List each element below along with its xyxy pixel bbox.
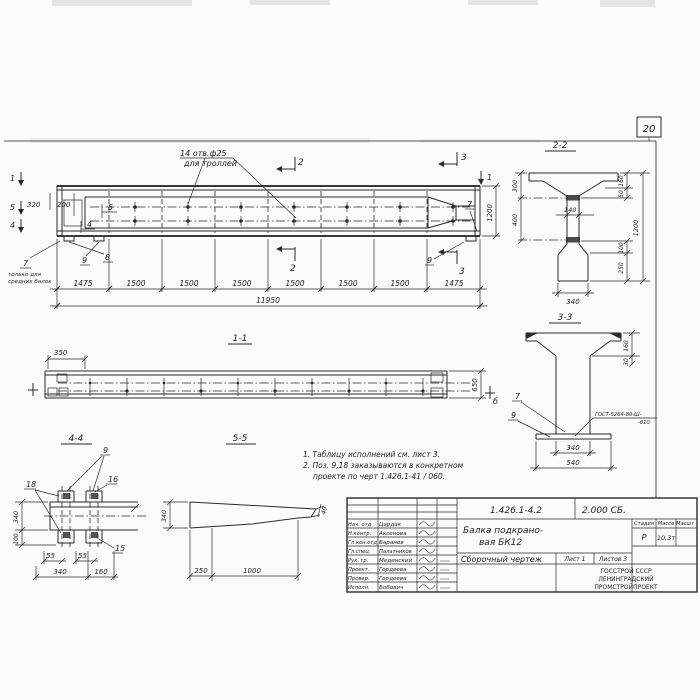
dim-340-s55: 340 xyxy=(160,509,168,523)
staff-name-3: Палатников xyxy=(379,549,412,555)
drawing-title-line1: Балка подкрано- xyxy=(463,526,544,536)
cut-label-3-bottom: 3 xyxy=(459,267,465,277)
main-dim-chain xyxy=(50,239,487,309)
dim-300: 300 xyxy=(511,179,519,193)
scale-label: Масшт. xyxy=(676,521,696,527)
section-4-4-title: 4-4 xyxy=(68,434,84,444)
staff-name-2: Баранов xyxy=(379,540,404,546)
staff-table xyxy=(348,522,450,591)
dim-55a: 55 xyxy=(46,552,55,560)
pos-9: 9 xyxy=(82,256,88,265)
pos-18-s44: 18 xyxy=(26,480,37,489)
cut-mark-4-left: 4 xyxy=(10,221,16,230)
staff-role-3: Гл.спец. xyxy=(348,549,371,555)
section-2-2-dims xyxy=(511,170,650,306)
dim-320: 320 xyxy=(27,201,41,209)
pos-9-s33: 9 xyxy=(511,411,517,420)
dim-1200-s22: 1200 xyxy=(632,219,640,237)
title-block xyxy=(347,498,697,592)
seg-1: 1475 xyxy=(73,279,93,288)
note-middle-beams-1: только для xyxy=(8,272,41,278)
left-end-dims xyxy=(27,193,117,233)
staff-name-1: Аксенова xyxy=(379,531,407,537)
staff-name-7: Бобович xyxy=(379,585,404,591)
pos-9-s44: 9 xyxy=(103,446,109,455)
seg-3: 1500 xyxy=(179,279,199,288)
dim-total-11950: 11950 xyxy=(256,296,280,305)
dim-350: 350 xyxy=(54,349,68,357)
section-5-5-linework xyxy=(190,502,316,528)
date-marks xyxy=(440,561,450,588)
stage-label: Стадия xyxy=(634,521,654,527)
sheet-count-cells xyxy=(564,556,628,563)
note-line-1: 1. Таблицу исполнений см. лист 3. xyxy=(303,450,441,459)
dim-55b: 55 xyxy=(78,552,87,560)
cut-marks-left xyxy=(10,172,24,233)
weld-note-line1: ГОСТ-5264-80-Ш- xyxy=(595,412,642,418)
staff-role-1: Н.контр. xyxy=(348,531,372,537)
dim-250: 250 xyxy=(618,262,625,274)
dim-400: 400 xyxy=(511,213,519,227)
section-4-4-labels xyxy=(24,446,125,553)
section-1-1 xyxy=(28,334,498,406)
dim-340-s22: 340 xyxy=(566,298,580,306)
page-number: 20 xyxy=(642,124,656,135)
mass-label: Масса xyxy=(657,521,675,527)
dim-50: 50 xyxy=(618,190,625,198)
staff-role-4: Рук. гр. xyxy=(348,558,369,564)
pos-8: 8 xyxy=(105,253,111,262)
beam-linework xyxy=(57,186,480,241)
doc-number-row xyxy=(490,506,626,516)
pos-15-s44: 15 xyxy=(115,544,126,553)
drawing-title-line2: вая БК12 xyxy=(479,538,523,548)
cut-label-3-top: 3 xyxy=(461,153,467,163)
staff-role-7: Исполн. xyxy=(348,585,370,591)
cut-label-2-bottom: 2 xyxy=(290,264,296,274)
drawing-title-cell xyxy=(461,526,543,564)
dim-1200-right xyxy=(482,183,500,239)
scan-artifacts xyxy=(30,0,655,143)
seg-7: 1500 xyxy=(390,279,410,288)
hole-note-line1: 14 отв.ф25 xyxy=(180,149,227,158)
org-line-2: ЛЕНИНГРАДСКИЙ xyxy=(598,576,654,583)
pos-16-s44: 16 xyxy=(108,475,119,484)
seg-6: 1500 xyxy=(338,279,358,288)
dim-140: 140 xyxy=(564,206,577,214)
seg-2: 1500 xyxy=(126,279,146,288)
hole-callout xyxy=(180,149,296,218)
staff-name-6: Гордеева xyxy=(379,576,407,582)
cut-mark-1-right: 1 xyxy=(487,173,493,182)
dim-100: 100 xyxy=(618,242,625,254)
section-3-3-title: 3-3 xyxy=(557,313,573,323)
dim-160-s33: 160 xyxy=(623,340,630,352)
sheet-frame xyxy=(4,117,661,498)
pos-7-right: 7 xyxy=(467,200,473,209)
pos-9-right: 9 xyxy=(427,256,433,265)
left-pos-leaders xyxy=(8,241,113,285)
section-3-3 xyxy=(508,313,657,471)
main-elevation-view xyxy=(8,149,500,309)
section-2-2-title: 2-2 xyxy=(552,141,568,151)
sheets-cell: Листов 3 xyxy=(598,556,628,563)
staff-name-0: Цардак xyxy=(379,522,401,528)
hole-note-line2: для троллей xyxy=(184,159,237,168)
section-2-2 xyxy=(511,141,650,306)
staff-name-4: Мединский xyxy=(379,558,413,564)
cut-mark-5-left: 5 xyxy=(10,203,16,212)
cut-mark-1-left: 1 xyxy=(10,174,16,183)
dim-540-s33: 540 xyxy=(566,459,580,467)
sheet-cell: Лист 1 xyxy=(564,556,586,563)
drawing-title-line3: Сборочный чертеж xyxy=(461,555,542,564)
section-3-3-profile xyxy=(526,333,621,439)
note-line-2: 2. Поз. 9,18 заказываются в конкретном xyxy=(303,461,464,470)
dim-1000-s55: 1000 xyxy=(243,567,261,575)
pos-7: 7 xyxy=(23,259,29,268)
organization-block xyxy=(594,568,658,591)
staff-role-0: Нач. отд xyxy=(348,522,372,528)
seg-8: 1475 xyxy=(444,279,464,288)
section-5-5-title: 5-5 xyxy=(232,434,248,444)
signature-squiggles xyxy=(419,522,435,589)
doc-suffix: 2.000 СБ. xyxy=(582,506,626,516)
dim-160: 160 xyxy=(618,175,625,187)
pos-4: 4 xyxy=(87,220,93,229)
dim-200: 200 xyxy=(57,201,71,209)
stage-mass-scale-block xyxy=(634,521,696,542)
dim-340-s44: 340 xyxy=(53,568,67,576)
dim-40-s55: 40 xyxy=(320,506,329,516)
section-arrows xyxy=(276,152,467,277)
cut-mark-6: б xyxy=(493,397,498,406)
section-2-2-profile xyxy=(518,173,618,281)
dim-650: 650 xyxy=(471,378,479,392)
seg-4: 1500 xyxy=(232,279,252,288)
section-1-1-dims xyxy=(28,349,498,406)
section-1-1-title: 1-1 xyxy=(232,334,248,344)
section-4-4-linework xyxy=(44,486,146,549)
notes-block xyxy=(303,450,464,481)
dim-100-s44: 100 xyxy=(13,533,20,545)
mass-value: 10,3т xyxy=(656,534,676,542)
note-middle-beams-2: средних балок xyxy=(8,279,52,285)
dim-340-left-s44: 340 xyxy=(12,510,20,524)
staff-role-6: Провер. xyxy=(348,576,370,582)
trolley-holes xyxy=(133,205,455,223)
section-1-1-linework xyxy=(45,371,472,398)
doc-number: 1.426.1-4.2 xyxy=(490,506,542,516)
org-line-3: ПРОМСТРОЙПРОЕКТ xyxy=(594,584,658,591)
stage-value: Р xyxy=(641,533,647,542)
staff-role-5: Проект. xyxy=(348,567,370,573)
dim-250-s55: 250 xyxy=(194,567,208,575)
section-4-4 xyxy=(12,434,146,580)
section-5-5-dims xyxy=(160,499,329,581)
staff-name-5: Гордеева xyxy=(379,567,407,573)
dim-1200-label: 1200 xyxy=(486,204,494,222)
dim-160-s44: 160 xyxy=(94,568,108,576)
dim-30-s33: 30 xyxy=(623,358,630,366)
pos-7-s33: 7 xyxy=(515,392,521,401)
pos-5: 5 xyxy=(108,203,114,212)
staff-role-2: Гл.кон.отд xyxy=(348,540,377,546)
weld-note-line2: -б10 xyxy=(638,420,650,426)
org-line-1: ГОССТРОЙ СССР xyxy=(600,568,652,575)
right-pos-leaders xyxy=(425,171,492,265)
seg-5: 1500 xyxy=(285,279,305,288)
note-line-3: проекте по черт 1.426.1-41 / 060. xyxy=(313,472,446,481)
section-3-3-dims xyxy=(508,330,657,471)
dim-340-s33: 340 xyxy=(566,444,580,452)
cut-label-2-top: 2 xyxy=(298,158,304,168)
